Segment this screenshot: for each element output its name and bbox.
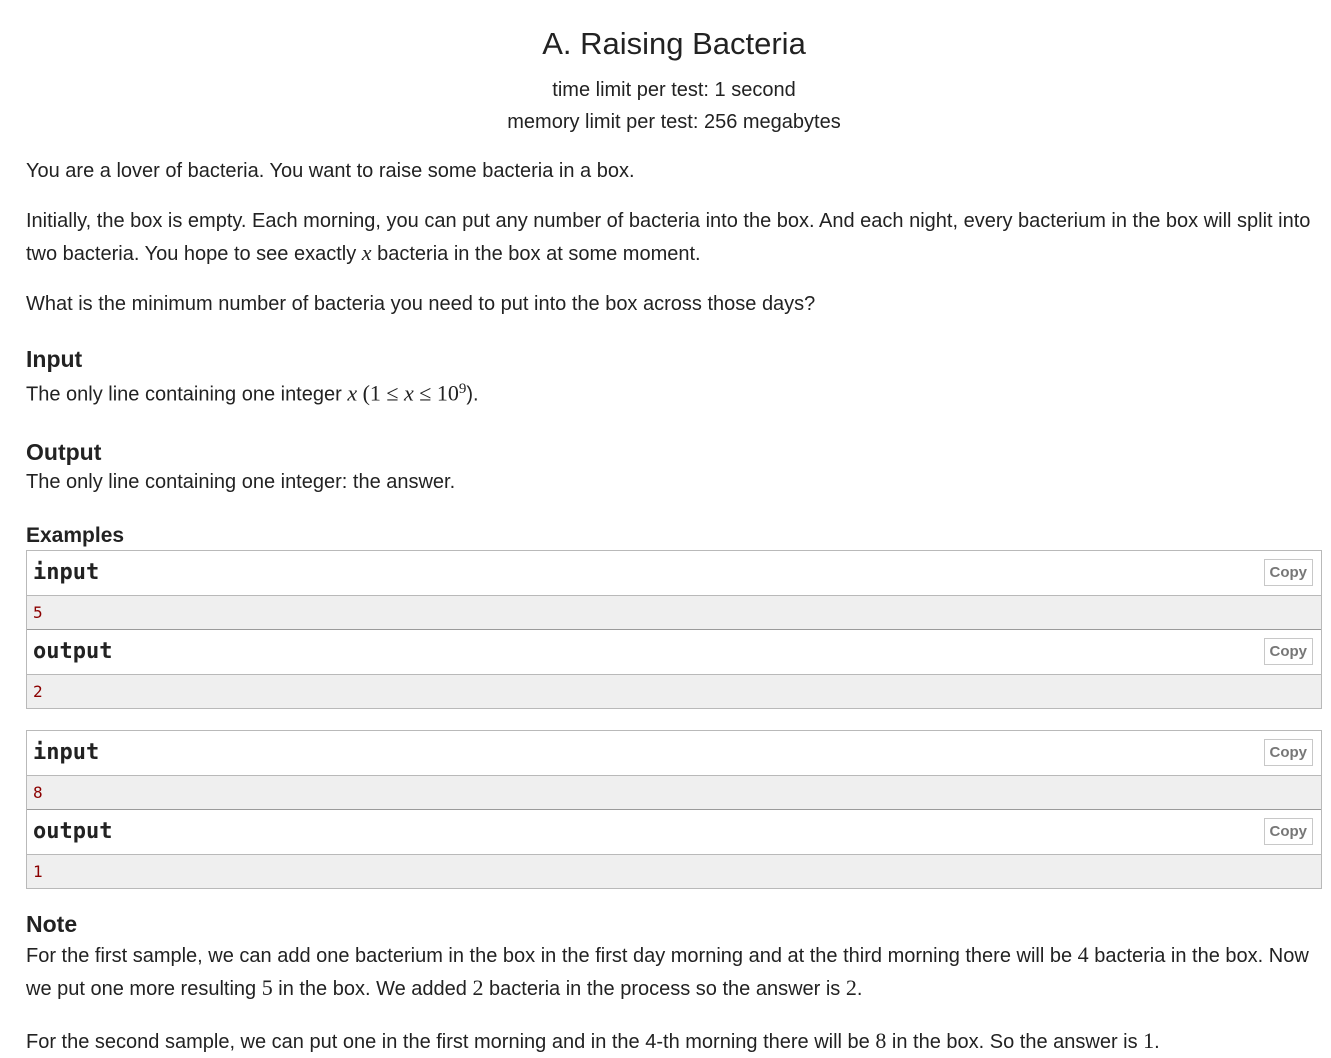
copy-button[interactable]: Copy: [1264, 638, 1314, 665]
note-paragraph-2: [26, 1025, 1322, 1058]
example-2: [26, 730, 1322, 889]
text: .: [856, 977, 863, 1000]
statement-paragraph-3: What is the minimum number of bacteria you need to put into the box across those days?: [26, 293, 816, 315]
math-number: 5: [261, 974, 273, 1000]
statement-paragraph-1: You are a lover of bacteria. You want to raise some bacteria in a box.: [26, 160, 635, 182]
examples-title: Examples: [26, 523, 125, 547]
math-number: 2: [845, 974, 857, 1000]
example-output-value: 2: [27, 675, 1321, 708]
math-range-mid: ≤ 10: [413, 380, 459, 406]
limits: [26, 74, 1322, 138]
math-exponent: 9: [458, 381, 467, 397]
text: For the second sample, we can put one in the first morning and in the 4-th morning there will be: [26, 1030, 876, 1053]
copy-button[interactable]: Copy: [1264, 818, 1314, 845]
text: bacteria in the process so the answer is: [483, 977, 846, 1000]
example-output-header: [27, 810, 1321, 855]
output-label: output: [33, 638, 113, 664]
output-spec: The only line containing one integer: the answer.: [26, 470, 456, 493]
math-range-open: (1 ≤: [357, 380, 404, 406]
example-output-header: [27, 630, 1321, 675]
input-section-title: Input: [26, 346, 83, 372]
text: The only line containing one integer: [26, 383, 348, 406]
text: bacteria in the box at some moment.: [371, 243, 701, 265]
output-label: output: [33, 818, 113, 844]
memory-limit: memory limit per test: 256 megabytes: [507, 111, 841, 133]
text: .: [1154, 1030, 1160, 1053]
example-input-header: [27, 551, 1321, 596]
text: in the box. So the answer is: [886, 1030, 1144, 1053]
math-var: x: [347, 380, 358, 406]
example-1: [26, 550, 1322, 709]
math-var: x: [361, 240, 372, 265]
input-label: input: [33, 739, 100, 765]
text: bacteria in the box. Now we put one more resulting: [26, 944, 1309, 1000]
problem-title: A. Raising Bacteria: [542, 26, 806, 61]
copy-button[interactable]: Copy: [1264, 559, 1314, 586]
text: Initially, the box is empty. Each morning, you can put any number of bacteria into the box. And each night, every bacterium in the box will split into two bacteria. You hope to see exactly: [26, 210, 1311, 265]
example-input-header: [27, 731, 1321, 776]
math-number: 1: [1143, 1027, 1155, 1053]
example-input-value: 8: [27, 776, 1321, 810]
copy-button[interactable]: Copy: [1264, 739, 1314, 766]
input-label: input: [33, 559, 100, 585]
math-range-close: ).: [466, 383, 479, 406]
math-var: x: [404, 380, 414, 406]
statement-paragraph-2: [26, 206, 1322, 270]
note-paragraph-1: [26, 939, 1322, 1005]
input-spec: [26, 374, 1322, 411]
math-number: 2: [472, 974, 484, 1000]
example-output-value: 1: [27, 855, 1321, 888]
text: For the first sample, we can add one bacterium in the box in the first day morning and at the third morning there will be: [26, 944, 1078, 967]
math-number: 4: [1077, 941, 1089, 967]
example-input-value: 5: [27, 596, 1321, 630]
math-number: 8: [875, 1027, 887, 1053]
output-section-title: Output: [26, 438, 102, 465]
note-title: Note: [26, 910, 78, 937]
text: in the box. We added: [272, 977, 473, 1000]
time-limit: time limit per test: 1 second: [552, 79, 796, 101]
